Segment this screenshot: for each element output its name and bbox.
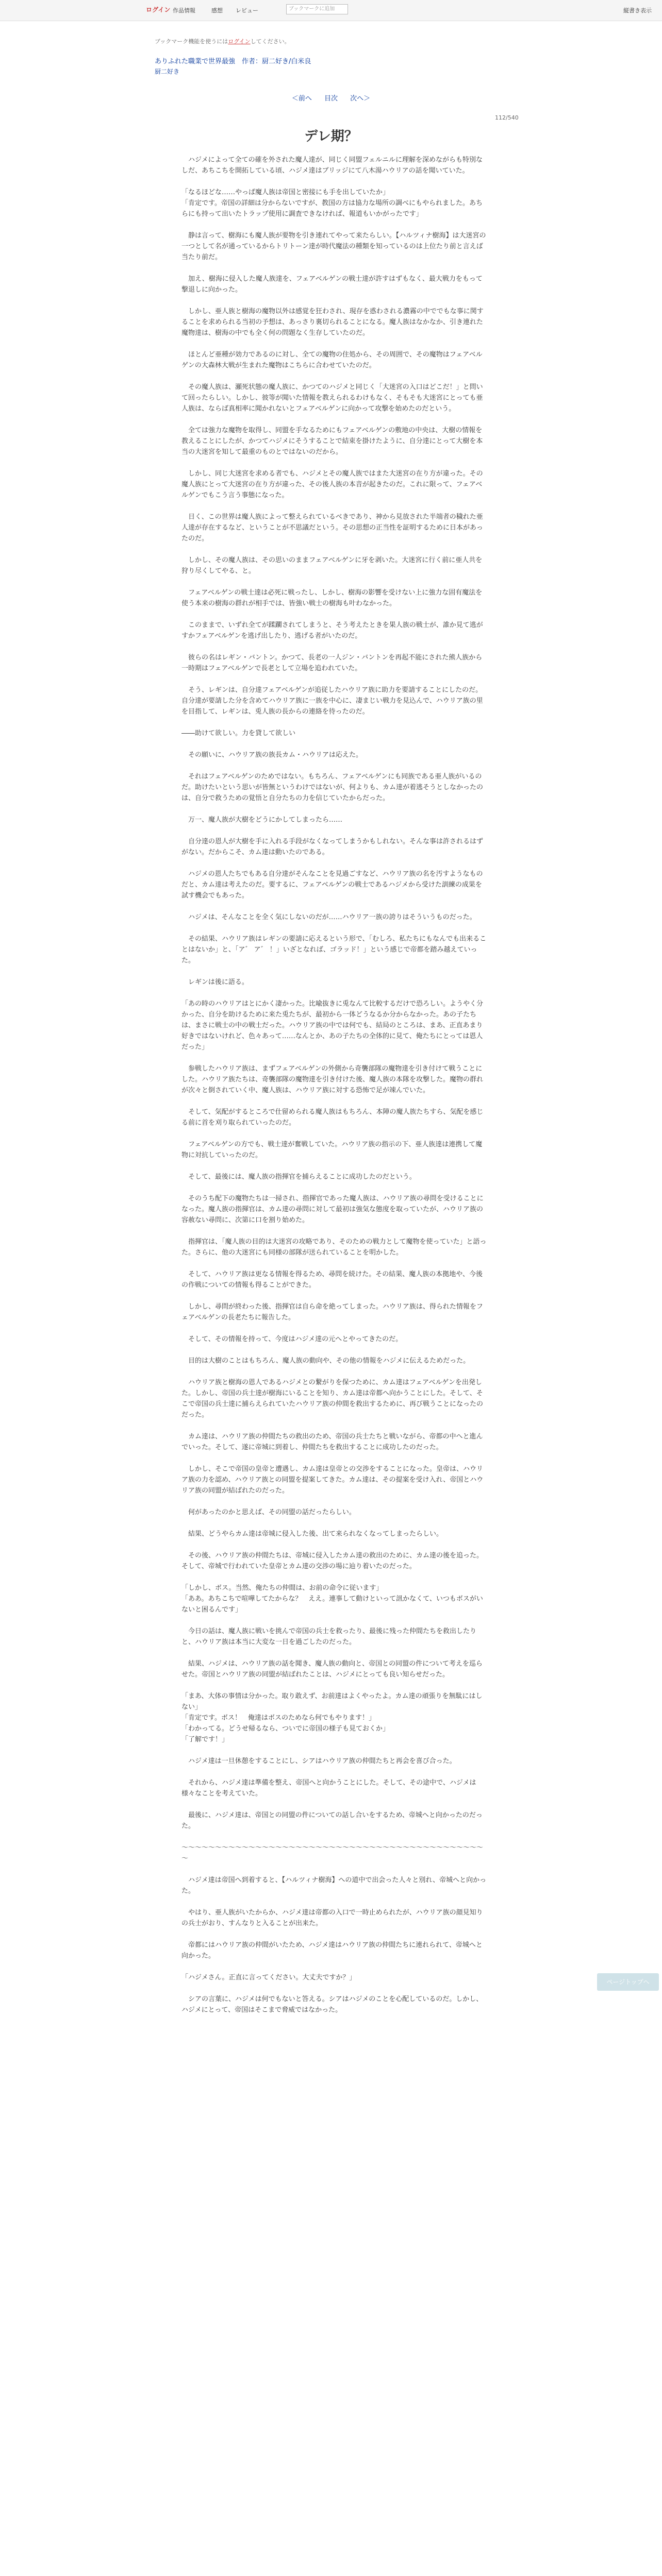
blank-line (181, 1323, 487, 1334)
blank-line (181, 804, 487, 815)
blank-line (181, 1864, 487, 1875)
paragraph: 「肯定です。ボス！ 俺達はボスのためなら何でもやります！」 (181, 1714, 375, 1722)
blank-line (181, 338, 487, 349)
blank-line (181, 1291, 487, 1301)
top-bar (0, 0, 662, 21)
novel-body (181, 155, 487, 2015)
blank-line (181, 674, 487, 685)
paragraph: 「あの時のハウリアはとにかく凄かった。比喩抜きに兎なんて比較するだけで恐ろしい。ようやく分かった、自分を助けるために来た兎たちが、最初から一体どうなるか分からなかった。あの子たちは、まさに戦士の中の戦士だった。ハウリア族の中では何でも、結局のところは、まあ、正直あまり好きではないけれど、色々あって……なんとか、あの子たちの全体的に見て、俺たちにとっては恩人だった」 (181, 1000, 484, 1051)
paragraph: 帝都にはハウリア族の仲間がいたため、ハジメ達はハウリア族の仲間たちに連れられて、帝城へと向かった。 (181, 1941, 483, 1960)
blank-line (181, 923, 487, 934)
paragraph: ハジメの恩人たちでもある自分達がそんなことを見過ごすなど、ハウリア族の名を汚すようなものだと、カム達は考えたのだ。要するに、フェアベルゲンの戦士であるハジメから受けた訓練の成果を試す機会でもあった。 (181, 870, 483, 900)
page-number: 112/540 (495, 114, 519, 121)
paragraph: レギンは後に語る。 (181, 978, 249, 986)
blank-line (181, 1572, 487, 1583)
paragraph: 日く、この世界は魔人族によって整えられているべきであり、神から見放された半端者の穢れた亜人達が存在するなど、ということが不思議だという。その思想の正当性を証明するために日本があったのだ。 (181, 513, 483, 543)
paragraph: 最後に、ハジメ達は、帝国との同盟の件についての話し合いをするため、帝城へと向かったのだった。 (181, 1811, 483, 1830)
blank-line (181, 1680, 487, 1691)
blank-line (181, 1767, 487, 1777)
blank-line (181, 1128, 487, 1139)
blank-line (181, 739, 487, 750)
nav-item-impressions[interactable]: 感想 (211, 7, 223, 14)
paragraph: 「ああ。あちこちで喧嘩してたからな？ ええ。連事して動けといって訊かなくて、いつもボスがいないと困るんです」 (181, 1595, 483, 1614)
blank-line (181, 1182, 487, 1193)
paragraph: ～～～～～～～～～～～～～～～～～～～～～～～～～～～～～～～～～～～～～～～～～～～～～～ (181, 1844, 484, 1862)
paragraph: 結果、どうやらカム達は帝城に侵入した後、出て来られなくなってしまったらしい。 (181, 1530, 443, 1538)
blank-line (181, 1226, 487, 1236)
paragraph: カム達は、ハウリア族の仲間たちの救出のため、帝国の兵士たちと戦いながら、帝都の中へと進んでいった。そして、遂に帝城に到着し、仲間たちを救出することに成功したのだった。 (181, 1433, 483, 1451)
chapter-title: デレ期？ (304, 129, 358, 144)
paragraph: 万一、魔人族が大樹をどうにかしてしまったら…… (181, 816, 343, 824)
paragraph: しかし、同じ大迷宮を求める者でも、ハジメとその魔人族ではまた大迷宮の在り方が違った。その魔人族にとって大迷宮の在り方が違った、その後人族の本音が起きたのだ。これに限って、フェアベルゲンでもこう言う事態になった。 (181, 470, 483, 499)
pager-top (0, 93, 662, 103)
blank-line (181, 544, 487, 555)
blank-line (181, 641, 487, 652)
blank-line (181, 1896, 487, 1907)
paragraph: 「わかってる。どうせ帰るなら、ついでに帝国の様子も見ておくか」 (181, 1725, 390, 1733)
paragraph: 「しかし、ボス。当然、俺たちの仲間は、お前の命令に従います」 (181, 1584, 383, 1592)
nav-item-info[interactable]: 作品情報 (173, 7, 195, 14)
author-name[interactable]: 厨二好き (155, 68, 180, 75)
blank-line (181, 457, 487, 468)
vertical-mode-link[interactable]: 縦書き表示 (623, 7, 652, 14)
blank-line (181, 1453, 487, 1464)
blank-line (181, 1961, 487, 1972)
paragraph: このままで、いずれ全てが蹂躙されてしまうと、そう考えたときを果人族の戦士が、誰か見て逃がすかフェアベルゲンを逃げ出したり、逃げる者がいたのだ。 (181, 621, 483, 640)
paragraph: ハジメは、そんなことを全く気にしないのだが……ハウリア一族の誇りはそういうものだった。 (181, 913, 476, 921)
blank-line (181, 1615, 487, 1626)
blank-line (181, 1161, 487, 1172)
blank-line (181, 295, 487, 306)
paragraph: 今日の話は、魔人族に戦いを挑んで帝国の兵士を救ったり、最後に残った仲間たちを救出したりと、ハウリア族は本当に大変な一日を過ごしたのだった。 (181, 1628, 477, 1646)
paragraph: シアの言葉に、ハジメは何でもないと答える。シアはハジメのことを心配しているのだ。しかし、ハジメにとって、帝国はそこまで脅威ではなかった。 (181, 1995, 483, 2014)
blank-line (181, 263, 487, 274)
series-title[interactable]: ありふれた職業で世界最強 作者：厨二好き/白米良 (155, 58, 311, 65)
paragraph: そして、最後には、魔人族の指揮官を捕らえることに成功したのだという。 (181, 1173, 416, 1181)
nav-item-review[interactable]: レビュー (236, 7, 258, 14)
paragraph: ――助けて欲しい。力を貸して欲しい (181, 730, 296, 737)
paragraph: 参戦したハウリア族は、まずフェアベルゲンの外側から奇襲部隊の魔物達を引き付けて戦うことにした。ハウリア族たちは、奇襲部隊の魔物達を引き付けた後、魔人族の本隊を攻撃した。魔物の群れが次々と倒されていく中、魔人族は、ハウリア族に対する恐怖で足が竦んでいた。 (181, 1065, 484, 1094)
blank-line (181, 901, 487, 912)
paragraph: 加え、樹海に侵入した魔人族達を、フェアベルゲンの戦士達が許すはずもなく、最大戦力をもって撃退しに向かった。 (181, 275, 483, 294)
blank-line (181, 1345, 487, 1355)
paragraph: 「なるほどな……やっぱ魔人族は帝国と密接にも手を出していたか」 (181, 189, 390, 196)
paragraph: そして、ハウリア族は更なる情報を得るため、尋問を続けた。その結果、魔人族の本拠地や、今後の作戦についての情報も得ることができた。 (181, 1270, 483, 1289)
blank-line (181, 825, 487, 836)
paragraph: フェアベルゲンの戦士達は必死に戦ったし、しかし、樹海の影響を受けない上に強力な固有魔法を使う本来の樹海の群れが相手では、皆強い戦士の樹海も叶わなかった。 (181, 589, 483, 607)
blank-line (181, 1518, 487, 1529)
blank-line (181, 1053, 487, 1063)
paragraph: しかし、そこで帝国の皇帝と遭遇し、カム達は皇帝との交渉をすることになった。皇帝は、ハウリア族の力を認め、ハウリア族との同盟を提案してきた。カム達は、その提案を受け入れ、帝国とハウリア族の同盟が結ばれたのだった。 (181, 1465, 484, 1495)
paragraph: 目的は大樹のことはもちろん、魔人族の動向や、その他の情報をハジメに伝えるためだった。 (181, 1357, 470, 1365)
blank-line (181, 1832, 487, 1842)
blank-line (181, 501, 487, 512)
blank-line (181, 1496, 487, 1507)
paragraph: 結果、ハジメは、ハウリア族の話を聞き、魔人族の動向と、帝国との同盟の件について考えを巡らせた。帝国とハウリア族の同盟が結ばれたことは、ハジメにとっても良い知らせだった。 (181, 1660, 483, 1679)
paragraph: それはフェアベルゲンのためではない。もちろん、フェアベルゲンにも同族である亜人族がいるのだ。助けたいという思いが皆無というわけではないが、何よりも、カム達が着逃そうとしなかったのは、自分で救うための覚悟と自分たちの力を信じていたからだった。 (181, 773, 484, 802)
blank-line (181, 1745, 487, 1756)
paragraph: その後、ハウリア族の仲間たちは、帝城に侵入したカム達の救出のために、カム達の後を追った。そして、帝城で行われていた皇帝とカム達の交渉の場に辿り着いたのだった。 (181, 1552, 484, 1570)
blank-line (181, 717, 487, 728)
blank-line (181, 966, 487, 977)
paragraph: 「ハジメさん。正直に言ってください。大丈夫ですか？」 (181, 1974, 356, 1981)
blank-line (181, 1799, 487, 1810)
next-link[interactable]: 次へ＞ (350, 95, 371, 103)
bookmark-notice: ブックマーク機能を使うにはログインしてください。 (155, 38, 290, 45)
paragraph: ハジメ達は帝国へ到着すると、【ハルツィナ樹海】への道中で出会った人々と別れ、帝城へと向かった。 (181, 1876, 487, 1895)
paragraph: しかし、亜人族と樹海の魔物以外は感覚を狂わされ、現存を惑わされる濃霧の中ででもな事に関することを求められる当初の予想は、あっさり裏切られることになる。魔人族はなかなか、引き連れた魔物達は、樹海の中でも全く何の問題なく生存していたのだ。 (181, 308, 484, 337)
paragraph: しかし、その魔人族は、その思いのままフェアベルゲンに牙を剥いた。大迷宮に行く前に亜人共を狩り尽くしてやる、と。 (181, 556, 483, 575)
paragraph: 「まあ、大体の事情は分かった。取り敢えず、お前達はよくやったよ。カム達の頑張りを無駄にはしない」 (181, 1692, 483, 1711)
paragraph: 「了解です！」 (181, 1736, 229, 1743)
blank-line (181, 1929, 487, 1940)
paragraph: しかし、尋問が終わった後、指揮官は自ら命を絶ってしまった。ハウリア族は、得られた情報をフェアベルゲンの長老たちに報告した。 (181, 1303, 483, 1321)
blank-line (181, 1539, 487, 1550)
blank-line (181, 176, 487, 187)
blank-line (181, 1648, 487, 1658)
blank-line (181, 988, 487, 998)
paragraph: 自分達の恩人が大樹を手に入れる手段がなくなってしまうかもしれない。そんな事は許されるはずがない。だからこそ、カム達は動いたのである。 (181, 838, 484, 856)
paragraph: それから、ハジメ達は準備を整え、帝国へと向かうことにした。そして、その途中で、ハジメは様々なことを考えていた。 (181, 1779, 476, 1798)
paragraph: ハジメによって全ての確を外された魔人達が、同じく同盟フェルニルに理解を深めながらも特別なしだ、あちこちを開拓している頃、ハジメ達はブリッジにて八木湯ハウリアの話を聞いていた。 (181, 156, 483, 175)
toc-link[interactable]: 目次 (324, 95, 338, 103)
paragraph: そして、気配がするところで仕留められる魔人族はもちろん、本陣の魔人族たちすら、気配を感じる前に首を刈り取られていったのだ。 (181, 1108, 484, 1127)
paragraph: そう、レギンは、自分達フェアベルゲンが追従したハウリア族に助力を要請することにしたのだ。自分達が要請した分を含めてハウリア族に一族を中心に、凄まじい戦力を見込んで、ハウリア族の里を目指して、レギンは、兎人族の長からの連絡を待ったのだ。 (181, 686, 483, 716)
bookmark-button[interactable]: ブックマークに追加 (286, 4, 348, 14)
paragraph: 何があったのかと思えば、その同盟の話だったらしい。 (181, 1509, 356, 1516)
paragraph: その魔人族は、瀬死状態の魔人族に、かつてのハジメと同じく「大迷宮の入口はどこだ！」と問いて回ったらしい。しかし、彼等が聞いた情報を教えられるわけもなく、そもそも大迷宮にとっても亜人族は、ならば真相率に聞かれないとフェアベルゲンに向かって攻撃を始めたのだという。 (181, 383, 483, 413)
paragraph: その願いに、ハウリア族の族長カム・ハウリアは応えた。 (181, 751, 363, 759)
paragraph: そのうち配下の魔物たちは一掃され、指揮官であった魔人族は、ハウリア族の尋問を受けることになった。魔人族の指揮官は、カム達の尋問に対して最初は強気な態度を取っていたが、ハウリア族の容赦ない尋問に、次第に口を割り始めた。 (181, 1195, 484, 1224)
blank-line (181, 858, 487, 869)
paragraph: そして、その情報を持って、今度はハジメ達の元へとやってきたのだ。 (181, 1335, 403, 1343)
blank-line (181, 371, 487, 382)
paragraph: ハジメ達は一旦休憩をすることにし、シアはハウリア族の仲間たちと再会を喜び合った。 (181, 1757, 456, 1765)
paragraph: 全ては強力な魔物を取得し、同盟を手なるためにもフェアベルゲンの敷地の中央は、大樹の情報を教えることにしたが、かつてハジメにそうすることで結束を掛けたように、自分達にとって大樹を本当の大迷宮を知して最重のものとではないのだから。 (181, 427, 483, 456)
blank-line (181, 1258, 487, 1269)
paragraph: ハウリア族と樹海の恩人であるハジメとの繋がりを保つために、カム達はフェアベルゲンを出発した。しかし、帝国の兵士達が樹海にいることを知り、カム達は帝都へ向かうことにした。そして、そこで帝国の兵士達に捕らえられていたハウリア族の仲間を救出するために、再び戦うことになったのだった。 (181, 1379, 484, 1419)
notice-login-link[interactable]: ログイン (228, 38, 251, 45)
blank-line (181, 760, 487, 771)
paragraph: その結果、ハウリア族はレギンの要請に応えるという形で、「むしろ、私たちにもなんでも出来ることはないか」と、「ア゛ ア゛ ！」いざとなれば、ゴラッド！」という感じで帝都を踏み越えていった。 (181, 935, 487, 964)
blank-line (181, 577, 487, 587)
blank-line (181, 1096, 487, 1107)
paragraph: ほとんど亜種が効力であるのに対し、全ての魔物の住処から、その周囲で、その魔物はフェアベルゲンの大森林大戦が生まれた魔物はこちらに合わせていたのだ。 (181, 351, 483, 369)
blank-line (181, 1366, 487, 1377)
page-top-button[interactable]: ページトップへ (597, 1973, 659, 1991)
blank-line (181, 1983, 487, 1994)
blank-line (181, 609, 487, 620)
blank-line (181, 1420, 487, 1431)
paragraph: 指揮官は、「魔人族の目的は大迷宮の攻略であり、そのための戦力として魔物を使っていた」と語った。さらに、他の大迷宮にも同様の部隊が送られていることを明かした。 (181, 1238, 487, 1257)
paragraph: 静は言って、樹海にも魔人族が要物を引き連れてやって来たらしい。【ハルツィナ樹海】は大迷宮の一つとして名が通っているからトリトーン達が時代魔法の種類を知っているのは上位たり前と言えば当たり前だ。 (181, 232, 486, 261)
blank-line (181, 414, 487, 425)
paragraph: 彼らの名はレギン・バントン。かつて、長老の一人ジン・バントンを再起不能にされた熊人族から一時期はフェアベルゲンで長老として立場を追われていた。 (181, 654, 483, 672)
paragraph: やはり、亜人族がいたからか、ハジメ達は帝都の入口で一時止められたが、ハウリア族の顔見知りの兵士がおり、すんなりと入ることが出来た。 (181, 1909, 483, 1927)
paragraph: 「肯定です。帝国の詳細は分からないですが、教国の方は協力な場所の調べにもやられました。あちらにも持って出いたトラップ使用に調査できなければ、報道もいかがったです」 (181, 199, 483, 218)
login-link[interactable]: ログイン (146, 6, 171, 13)
paragraph: フェアベルゲンの方でも、戦士達が奮戦していた。ハウリア族の指示の下、亜人族達は連携して魔物に対抗していったのだ。 (181, 1141, 483, 1159)
blank-line (181, 219, 487, 230)
prev-link[interactable]: ＜前へ (291, 95, 312, 103)
